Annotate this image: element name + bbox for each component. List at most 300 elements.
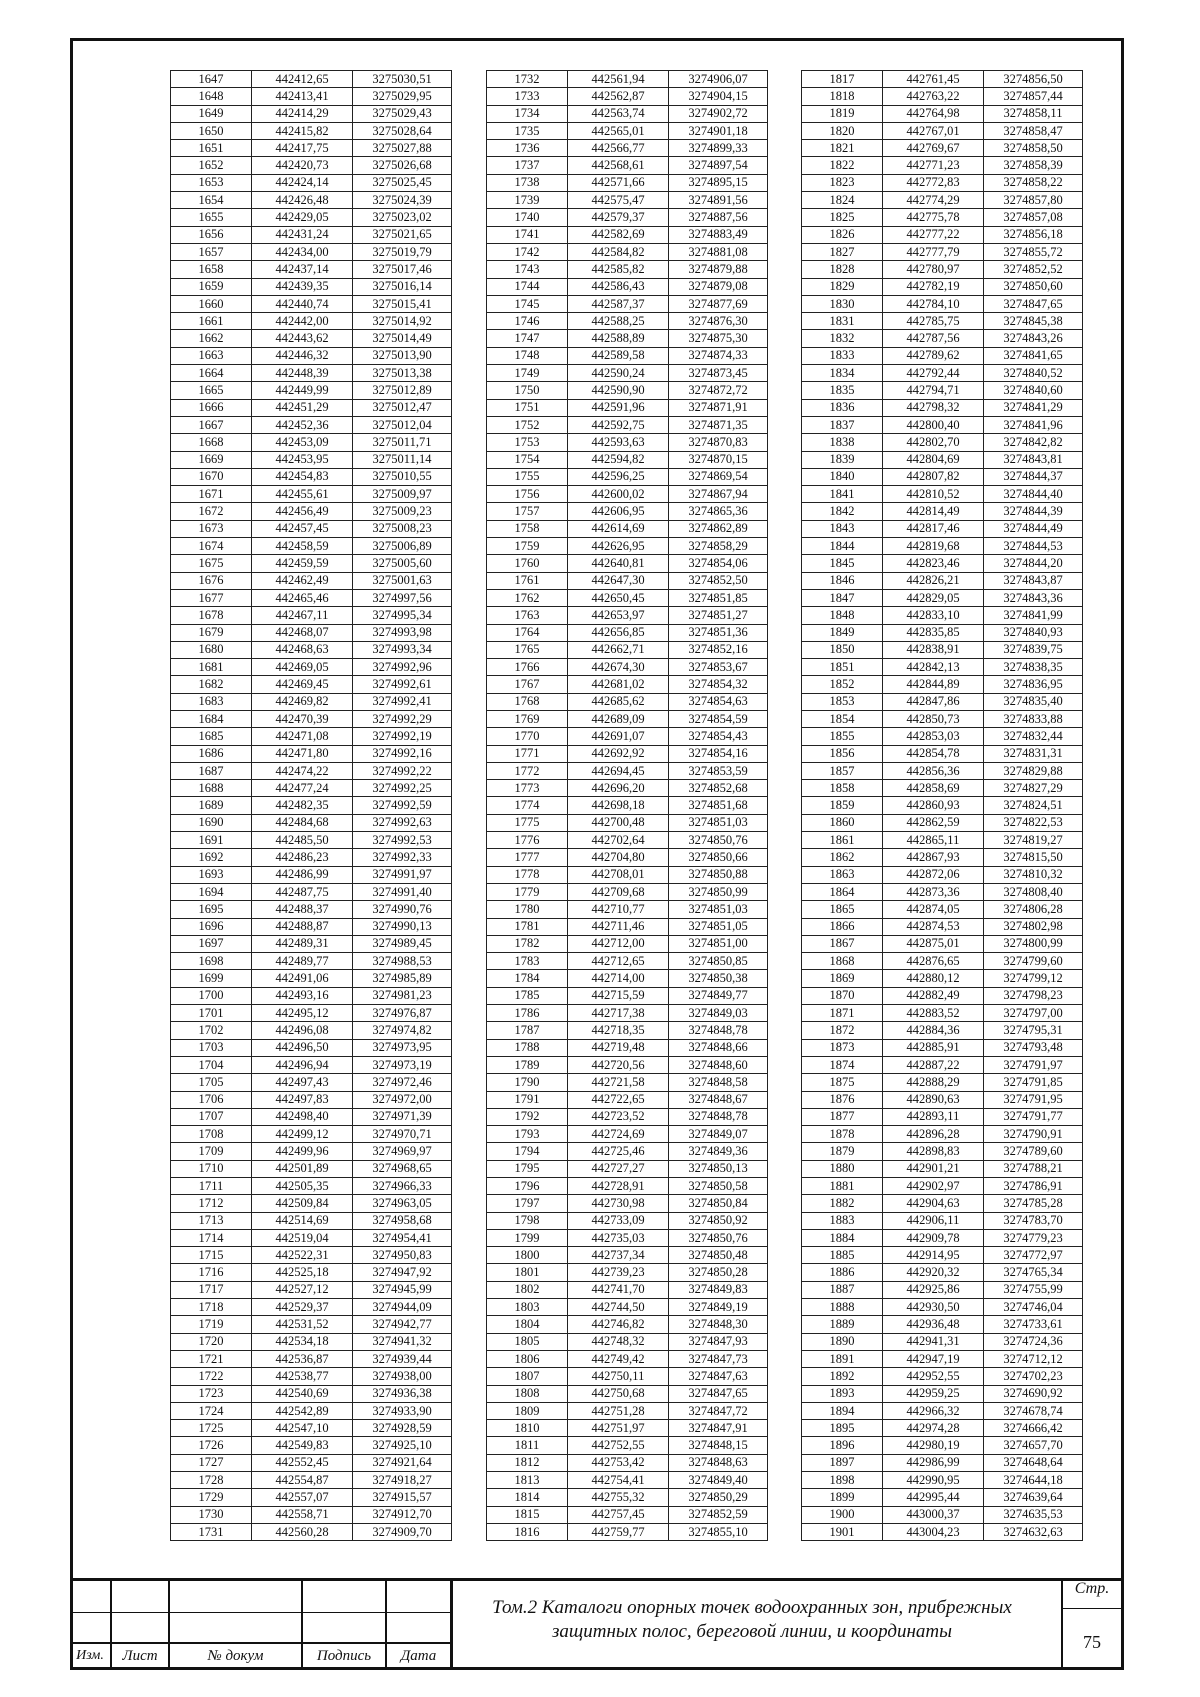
x-coordinate-cell: 442467,11 <box>252 607 353 624</box>
y-coordinate-cell: 3274644,18 <box>984 1472 1083 1489</box>
table-row <box>487 1091 768 1108</box>
x-coordinate-cell: 442853,03 <box>883 728 984 745</box>
point-number-cell: 1662 <box>171 330 252 347</box>
x-coordinate-cell: 442920,32 <box>883 1264 984 1281</box>
point-number-cell: 1679 <box>171 624 252 641</box>
y-coordinate-cell: 3274847,63 <box>669 1368 768 1385</box>
point-number-cell: 1647 <box>171 71 252 88</box>
point-number-cell: 1788 <box>487 1039 568 1056</box>
x-coordinate-cell: 442434,00 <box>252 243 353 260</box>
table-row <box>487 1489 768 1506</box>
x-coordinate-cell: 442930,50 <box>883 1299 984 1316</box>
table-row <box>487 987 768 1004</box>
table-row <box>171 676 452 693</box>
x-coordinate-cell: 442414,29 <box>252 105 353 122</box>
table-row <box>171 1056 452 1073</box>
point-number-cell: 1813 <box>487 1472 568 1489</box>
y-coordinate-cell: 3274840,93 <box>984 624 1083 641</box>
y-coordinate-cell: 3274909,70 <box>353 1523 452 1540</box>
point-number-cell: 1743 <box>487 261 568 278</box>
table-row <box>487 105 768 122</box>
y-coordinate-cell: 3274779,23 <box>984 1229 1083 1246</box>
x-coordinate-cell: 442952,55 <box>883 1368 984 1385</box>
point-number-cell: 1664 <box>171 365 252 382</box>
table-row <box>171 745 452 762</box>
x-coordinate-cell: 442710,77 <box>568 901 669 918</box>
point-number-cell: 1838 <box>802 434 883 451</box>
point-number-cell: 1732 <box>487 71 568 88</box>
x-coordinate-cell: 442730,98 <box>568 1195 669 1212</box>
table-row <box>802 1385 1083 1402</box>
x-coordinate-cell: 442485,50 <box>252 832 353 849</box>
y-coordinate-cell: 3274849,40 <box>669 1472 768 1489</box>
x-coordinate-cell: 442752,55 <box>568 1437 669 1454</box>
x-coordinate-cell: 442777,79 <box>883 243 984 260</box>
point-number-cell: 1768 <box>487 693 568 710</box>
table-row <box>802 486 1083 503</box>
x-coordinate-cell: 442522,31 <box>252 1247 353 1264</box>
point-number-cell: 1812 <box>487 1454 568 1471</box>
y-coordinate-cell: 3274887,56 <box>669 209 768 226</box>
y-coordinate-cell: 3274874,33 <box>669 347 768 364</box>
x-coordinate-cell: 442681,02 <box>568 676 669 693</box>
x-coordinate-cell: 442469,05 <box>252 659 353 676</box>
point-number-cell: 1823 <box>802 174 883 191</box>
table-row <box>802 659 1083 676</box>
y-coordinate-cell: 3274854,59 <box>669 710 768 727</box>
y-coordinate-cell: 3274992,25 <box>353 780 452 797</box>
table-row <box>171 1143 452 1160</box>
x-coordinate-cell: 442448,39 <box>252 365 353 382</box>
y-coordinate-cell: 3274789,60 <box>984 1143 1083 1160</box>
table-row <box>171 1523 452 1540</box>
x-coordinate-cell: 442594,82 <box>568 451 669 468</box>
table-row <box>171 624 452 641</box>
point-number-cell: 1701 <box>171 1005 252 1022</box>
x-coordinate-cell: 442458,59 <box>252 538 353 555</box>
x-coordinate-cell: 442792,44 <box>883 365 984 382</box>
point-number-cell: 1709 <box>171 1143 252 1160</box>
y-coordinate-cell: 3274810,32 <box>984 866 1083 883</box>
y-coordinate-cell: 3274939,44 <box>353 1350 452 1367</box>
point-number-cell: 1677 <box>171 589 252 606</box>
x-coordinate-cell: 442749,42 <box>568 1350 669 1367</box>
y-coordinate-cell: 3274849,07 <box>669 1126 768 1143</box>
y-coordinate-cell: 3274788,21 <box>984 1160 1083 1177</box>
y-coordinate-cell: 3275015,41 <box>353 295 452 312</box>
y-coordinate-cell: 3275013,90 <box>353 347 452 364</box>
table-row <box>171 209 452 226</box>
y-coordinate-cell: 3274844,53 <box>984 538 1083 555</box>
point-number-cell: 1835 <box>802 382 883 399</box>
y-coordinate-cell: 3275019,79 <box>353 243 452 260</box>
point-number-cell: 1725 <box>171 1420 252 1437</box>
point-number-cell: 1873 <box>802 1039 883 1056</box>
y-coordinate-cell: 3274850,29 <box>669 1489 768 1506</box>
x-coordinate-cell: 442575,47 <box>568 192 669 209</box>
table-row <box>487 1523 768 1540</box>
point-number-cell: 1853 <box>802 693 883 710</box>
x-coordinate-cell: 442588,89 <box>568 330 669 347</box>
y-coordinate-cell: 3274867,94 <box>669 486 768 503</box>
x-coordinate-cell: 442725,46 <box>568 1143 669 1160</box>
table-row <box>487 710 768 727</box>
y-coordinate-cell: 3275028,64 <box>353 122 452 139</box>
x-coordinate-cell: 442453,95 <box>252 451 353 468</box>
table-row <box>802 157 1083 174</box>
y-coordinate-cell: 3274854,32 <box>669 676 768 693</box>
point-number-cell: 1869 <box>802 970 883 987</box>
point-number-cell: 1836 <box>802 399 883 416</box>
point-number-cell: 1687 <box>171 762 252 779</box>
table-row <box>487 1350 768 1367</box>
table-row <box>487 849 768 866</box>
table-row <box>487 243 768 260</box>
point-number-cell: 1660 <box>171 295 252 312</box>
table-row <box>487 1126 768 1143</box>
y-coordinate-cell: 3274857,08 <box>984 209 1083 226</box>
table-row <box>487 589 768 606</box>
table-row <box>487 883 768 900</box>
point-number-cell: 1856 <box>802 745 883 762</box>
table-row <box>171 901 452 918</box>
point-number-cell: 1694 <box>171 883 252 900</box>
table-row <box>487 1506 768 1523</box>
table-row <box>802 434 1083 451</box>
y-coordinate-cell: 3274790,91 <box>984 1126 1083 1143</box>
point-number-cell: 1734 <box>487 105 568 122</box>
y-coordinate-cell: 3274945,99 <box>353 1281 452 1298</box>
table-row <box>802 468 1083 485</box>
table-row <box>802 192 1083 209</box>
x-coordinate-cell: 442626,95 <box>568 538 669 555</box>
x-coordinate-cell: 442552,45 <box>252 1454 353 1471</box>
table-row <box>487 1039 768 1056</box>
x-coordinate-cell: 442802,70 <box>883 434 984 451</box>
y-coordinate-cell: 3274827,29 <box>984 780 1083 797</box>
table-row <box>802 295 1083 312</box>
table-row <box>171 1091 452 1108</box>
x-coordinate-cell: 442590,90 <box>568 382 669 399</box>
y-coordinate-cell: 3274836,95 <box>984 676 1083 693</box>
point-number-cell: 1874 <box>802 1056 883 1073</box>
table-row <box>802 1281 1083 1298</box>
table-row <box>487 572 768 589</box>
point-number-cell: 1712 <box>171 1195 252 1212</box>
point-number-cell: 1778 <box>487 866 568 883</box>
point-number-cell: 1818 <box>802 88 883 105</box>
y-coordinate-cell: 3274988,53 <box>353 953 452 970</box>
x-coordinate-cell: 442640,81 <box>568 555 669 572</box>
y-coordinate-cell: 3274993,34 <box>353 641 452 658</box>
x-coordinate-cell: 442898,83 <box>883 1143 984 1160</box>
x-coordinate-cell: 442429,05 <box>252 209 353 226</box>
y-coordinate-cell: 3274981,23 <box>353 987 452 1004</box>
table-row <box>802 451 1083 468</box>
x-coordinate-cell: 442486,99 <box>252 866 353 883</box>
point-number-cell: 1696 <box>171 918 252 935</box>
y-coordinate-cell: 3274802,98 <box>984 918 1083 935</box>
table-row <box>487 451 768 468</box>
x-coordinate-cell: 442561,94 <box>568 71 669 88</box>
point-number-cell: 1816 <box>487 1523 568 1540</box>
y-coordinate-cell: 3274791,95 <box>984 1091 1083 1108</box>
table-row <box>487 157 768 174</box>
y-coordinate-cell: 3274850,60 <box>984 278 1083 295</box>
table-row <box>487 399 768 416</box>
x-coordinate-cell: 442882,49 <box>883 987 984 1004</box>
table-row <box>171 1385 452 1402</box>
point-number-cell: 1708 <box>171 1126 252 1143</box>
point-number-cell: 1770 <box>487 728 568 745</box>
y-coordinate-cell: 3274854,06 <box>669 555 768 572</box>
point-number-cell: 1867 <box>802 935 883 952</box>
point-number-cell: 1698 <box>171 953 252 970</box>
point-number-cell: 1783 <box>487 953 568 970</box>
x-coordinate-cell: 442798,32 <box>883 399 984 416</box>
x-coordinate-cell: 442584,82 <box>568 243 669 260</box>
page-number: 75 <box>1083 1632 1101 1652</box>
point-number-cell: 1894 <box>802 1402 883 1419</box>
x-coordinate-cell: 442712,00 <box>568 935 669 952</box>
y-coordinate-cell: 3274848,78 <box>669 1108 768 1125</box>
y-coordinate-cell: 3274853,59 <box>669 762 768 779</box>
x-coordinate-cell: 442700,48 <box>568 814 669 831</box>
y-coordinate-cell: 3274783,70 <box>984 1212 1083 1229</box>
point-number-cell: 1792 <box>487 1108 568 1125</box>
point-number-cell: 1744 <box>487 278 568 295</box>
x-coordinate-cell: 442424,14 <box>252 174 353 191</box>
point-number-cell: 1650 <box>171 122 252 139</box>
y-coordinate-cell: 3274791,77 <box>984 1108 1083 1125</box>
table-row <box>802 71 1083 88</box>
table-row <box>802 174 1083 191</box>
y-coordinate-cell: 3274855,10 <box>669 1523 768 1540</box>
point-number-cell: 1868 <box>802 953 883 970</box>
y-coordinate-cell: 3274852,59 <box>669 1506 768 1523</box>
point-number-cell: 1824 <box>802 192 883 209</box>
table-row <box>171 365 452 382</box>
y-coordinate-cell: 3274712,12 <box>984 1350 1083 1367</box>
table-row <box>487 901 768 918</box>
x-coordinate-cell: 442780,97 <box>883 261 984 278</box>
y-coordinate-cell: 3274925,10 <box>353 1437 452 1454</box>
y-coordinate-cell: 3274839,75 <box>984 641 1083 658</box>
x-coordinate-cell: 442874,53 <box>883 918 984 935</box>
y-coordinate-cell: 3274933,90 <box>353 1402 452 1419</box>
y-coordinate-cell: 3274991,97 <box>353 866 452 883</box>
x-coordinate-cell: 442519,04 <box>252 1229 353 1246</box>
y-coordinate-cell: 3274851,03 <box>669 901 768 918</box>
x-coordinate-cell: 442482,35 <box>252 797 353 814</box>
table-row <box>171 693 452 710</box>
point-number-cell: 1772 <box>487 762 568 779</box>
table-row <box>802 728 1083 745</box>
x-coordinate-cell: 442534,18 <box>252 1333 353 1350</box>
point-number-cell: 1863 <box>802 866 883 883</box>
table-row <box>171 1281 452 1298</box>
table-row <box>171 572 452 589</box>
y-coordinate-cell: 3274666,42 <box>984 1420 1083 1437</box>
x-coordinate-cell: 442769,67 <box>883 140 984 157</box>
y-coordinate-cell: 3274841,29 <box>984 399 1083 416</box>
table-row <box>171 659 452 676</box>
y-coordinate-cell: 3274877,69 <box>669 295 768 312</box>
y-coordinate-cell: 3274854,63 <box>669 693 768 710</box>
point-number-cell: 1829 <box>802 278 883 295</box>
x-coordinate-cell: 442440,74 <box>252 295 353 312</box>
table-row <box>487 1108 768 1125</box>
x-coordinate-cell: 442896,28 <box>883 1126 984 1143</box>
point-number-cell: 1882 <box>802 1195 883 1212</box>
x-coordinate-cell: 442741,70 <box>568 1281 669 1298</box>
table-row <box>802 676 1083 693</box>
point-number-cell: 1771 <box>487 745 568 762</box>
y-coordinate-cell: 3274862,89 <box>669 520 768 537</box>
table-row <box>802 1264 1083 1281</box>
y-coordinate-cell: 3274791,97 <box>984 1056 1083 1073</box>
x-coordinate-cell: 442794,71 <box>883 382 984 399</box>
y-coordinate-cell: 3274902,72 <box>669 105 768 122</box>
point-number-cell: 1793 <box>487 1126 568 1143</box>
point-number-cell: 1711 <box>171 1178 252 1195</box>
x-coordinate-cell: 442974,28 <box>883 1420 984 1437</box>
x-coordinate-cell: 442456,49 <box>252 503 353 520</box>
point-number-cell: 1726 <box>171 1437 252 1454</box>
y-coordinate-cell: 3274848,66 <box>669 1039 768 1056</box>
point-number-cell: 1839 <box>802 451 883 468</box>
point-number-cell: 1809 <box>487 1402 568 1419</box>
point-number-cell: 1834 <box>802 365 883 382</box>
y-coordinate-cell: 3275014,49 <box>353 330 452 347</box>
table-row <box>171 1108 452 1125</box>
point-number-cell: 1840 <box>802 468 883 485</box>
x-coordinate-cell: 442719,48 <box>568 1039 669 1056</box>
y-coordinate-cell: 3274850,66 <box>669 849 768 866</box>
point-number-cell: 1703 <box>171 1039 252 1056</box>
stamp-izm-label: Изм. <box>76 1648 104 1663</box>
table-row <box>487 1368 768 1385</box>
table-row <box>802 1472 1083 1489</box>
table-row <box>487 1178 768 1195</box>
y-coordinate-cell: 3274850,48 <box>669 1247 768 1264</box>
table-row <box>487 520 768 537</box>
point-number-cell: 1801 <box>487 1264 568 1281</box>
table-row <box>802 520 1083 537</box>
y-coordinate-cell: 3274852,52 <box>984 261 1083 278</box>
x-coordinate-cell: 442498,40 <box>252 1108 353 1125</box>
y-coordinate-cell: 3274992,96 <box>353 659 452 676</box>
x-coordinate-cell: 442739,23 <box>568 1264 669 1281</box>
x-coordinate-cell: 442571,66 <box>568 174 669 191</box>
y-coordinate-cell: 3274850,84 <box>669 1195 768 1212</box>
table-row <box>171 434 452 451</box>
table-row <box>802 1022 1083 1039</box>
point-number-cell: 1748 <box>487 347 568 364</box>
x-coordinate-cell: 442653,97 <box>568 607 669 624</box>
point-number-cell: 1802 <box>487 1281 568 1298</box>
table-row <box>487 745 768 762</box>
y-coordinate-cell: 3274799,12 <box>984 970 1083 987</box>
x-coordinate-cell: 442457,45 <box>252 520 353 537</box>
x-coordinate-cell: 442909,78 <box>883 1229 984 1246</box>
x-coordinate-cell: 442901,21 <box>883 1160 984 1177</box>
y-coordinate-cell: 3274844,20 <box>984 555 1083 572</box>
table-row <box>802 1506 1083 1523</box>
y-coordinate-cell: 3274832,44 <box>984 728 1083 745</box>
table-row <box>802 140 1083 157</box>
x-coordinate-cell: 442751,28 <box>568 1402 669 1419</box>
table-row <box>487 226 768 243</box>
table-row <box>487 1385 768 1402</box>
x-coordinate-cell: 442487,75 <box>252 883 353 900</box>
x-coordinate-cell: 442497,43 <box>252 1074 353 1091</box>
point-number-cell: 1864 <box>802 883 883 900</box>
point-number-cell: 1796 <box>487 1178 568 1195</box>
x-coordinate-cell: 442883,52 <box>883 1005 984 1022</box>
point-number-cell: 1765 <box>487 641 568 658</box>
table-row <box>487 1005 768 1022</box>
x-coordinate-cell: 442865,11 <box>883 832 984 849</box>
x-coordinate-cell: 442471,08 <box>252 728 353 745</box>
x-coordinate-cell: 442540,69 <box>252 1385 353 1402</box>
point-number-cell: 1676 <box>171 572 252 589</box>
y-coordinate-cell: 3274847,73 <box>669 1350 768 1367</box>
point-number-cell: 1805 <box>487 1333 568 1350</box>
y-coordinate-cell: 3275010,55 <box>353 468 452 485</box>
y-coordinate-cell: 3275025,45 <box>353 174 452 191</box>
point-number-cell: 1825 <box>802 209 883 226</box>
x-coordinate-cell: 442744,50 <box>568 1299 669 1316</box>
point-number-cell: 1759 <box>487 538 568 555</box>
point-number-cell: 1782 <box>487 935 568 952</box>
table-row <box>487 347 768 364</box>
point-number-cell: 1691 <box>171 832 252 849</box>
point-number-cell: 1704 <box>171 1056 252 1073</box>
x-coordinate-cell: 442980,19 <box>883 1437 984 1454</box>
y-coordinate-cell: 3274842,82 <box>984 434 1083 451</box>
table-row <box>802 572 1083 589</box>
table-row <box>802 641 1083 658</box>
x-coordinate-cell: 442785,75 <box>883 313 984 330</box>
x-coordinate-cell: 442880,12 <box>883 970 984 987</box>
x-coordinate-cell: 442529,37 <box>252 1299 353 1316</box>
table-row <box>171 192 452 209</box>
x-coordinate-cell: 442721,58 <box>568 1074 669 1091</box>
table-row <box>171 1074 452 1091</box>
point-number-cell: 1804 <box>487 1316 568 1333</box>
y-coordinate-cell: 3274851,68 <box>669 797 768 814</box>
point-number-cell: 1735 <box>487 122 568 139</box>
point-number-cell: 1851 <box>802 659 883 676</box>
stamp-list-label: Лист <box>122 1648 158 1664</box>
x-coordinate-cell: 442509,84 <box>252 1195 353 1212</box>
table-row <box>487 174 768 191</box>
table-row <box>487 382 768 399</box>
table-row <box>487 261 768 278</box>
y-coordinate-cell: 3274938,00 <box>353 1368 452 1385</box>
y-coordinate-cell: 3274989,45 <box>353 935 452 952</box>
table-row <box>171 849 452 866</box>
y-coordinate-cell: 3274848,63 <box>669 1454 768 1471</box>
x-coordinate-cell: 442582,69 <box>568 226 669 243</box>
point-number-cell: 1895 <box>802 1420 883 1437</box>
y-coordinate-cell: 3274995,34 <box>353 607 452 624</box>
table-row <box>487 728 768 745</box>
y-coordinate-cell: 3274963,05 <box>353 1195 452 1212</box>
x-coordinate-cell: 442593,63 <box>568 434 669 451</box>
point-number-cell: 1749 <box>487 365 568 382</box>
